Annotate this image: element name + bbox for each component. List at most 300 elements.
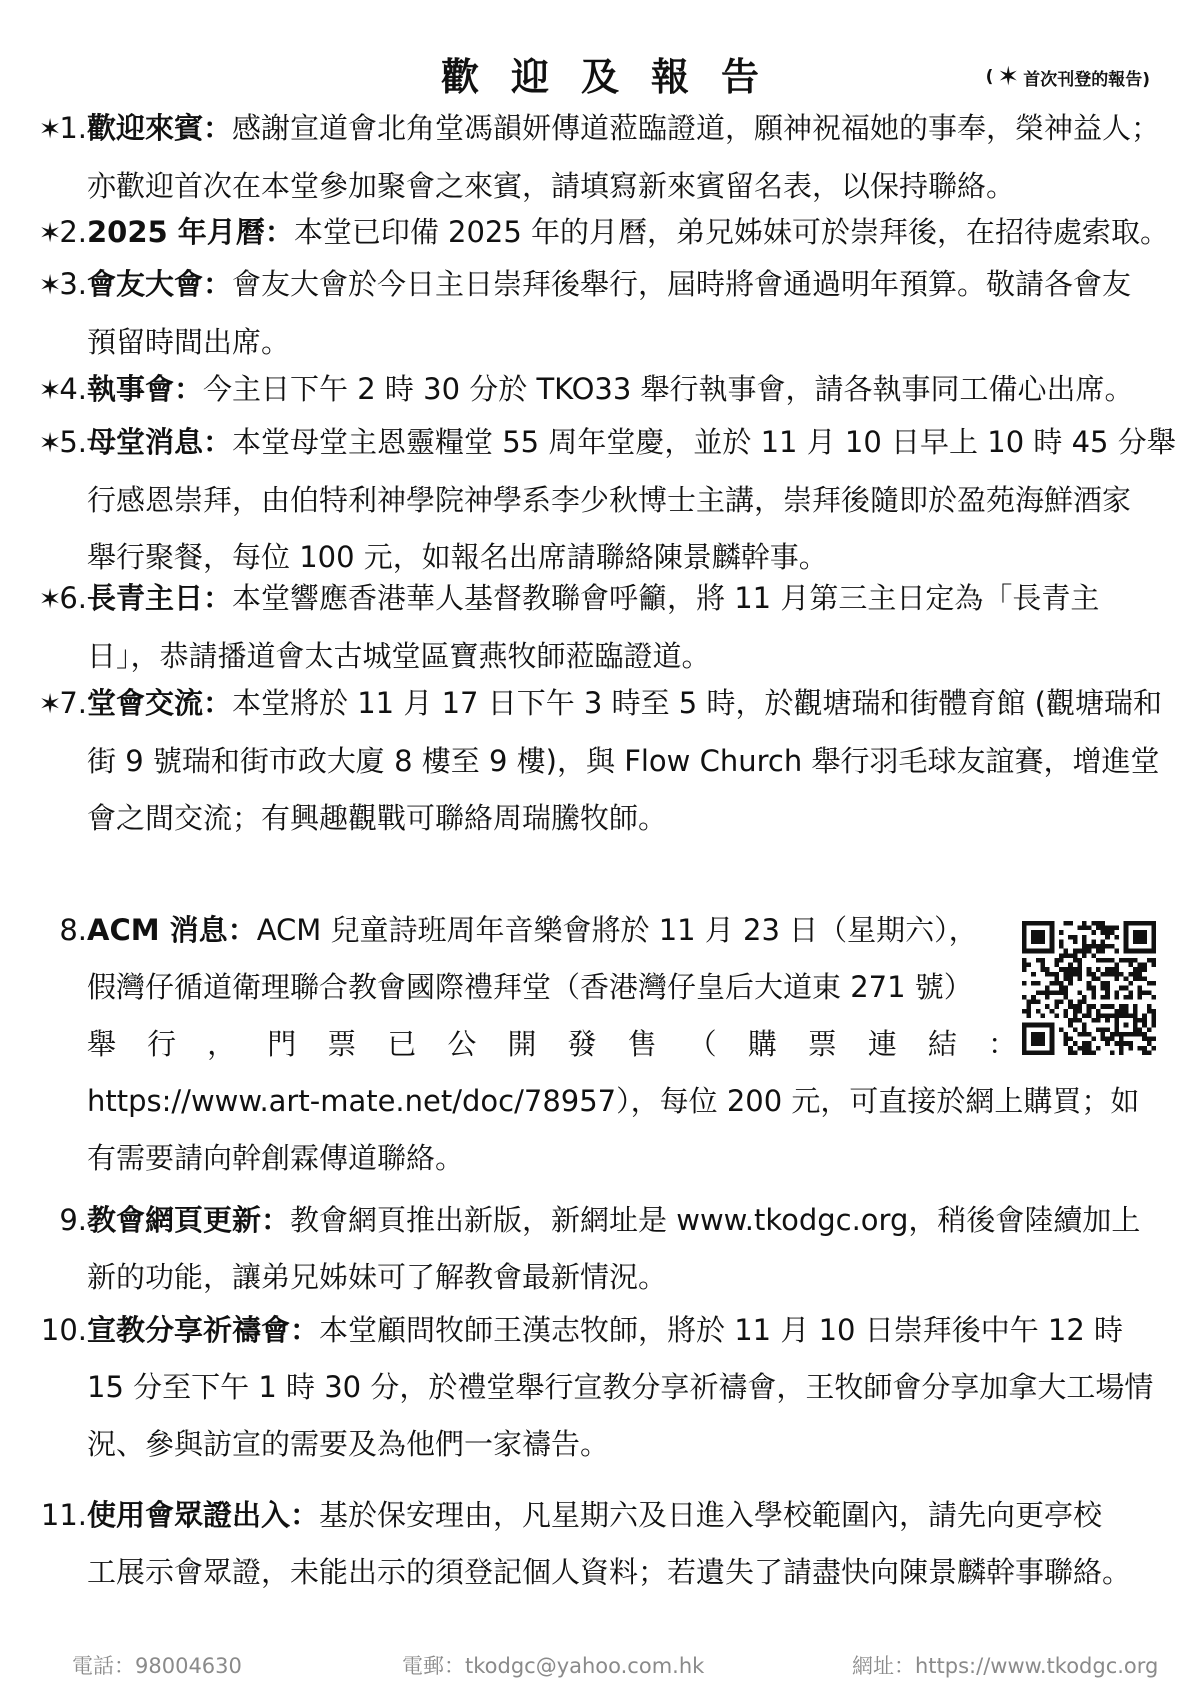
qr-module — [1101, 949, 1106, 954]
qr-module — [1059, 990, 1064, 995]
qr-module — [1050, 949, 1055, 954]
qr-module — [1151, 935, 1156, 940]
qr-module — [1138, 930, 1143, 935]
qr-module — [1101, 1032, 1106, 1037]
qr-module — [1133, 972, 1138, 977]
qr-module — [1077, 963, 1082, 968]
qr-module — [1064, 967, 1069, 972]
item-text-line: 工展示會眾證，未能出示的須登記個人資料；若遺失了請盡快向陳景麟幹事聯絡。 — [87, 1555, 1132, 1589]
qr-module — [1064, 953, 1069, 958]
qr-module — [1151, 926, 1156, 931]
qr-module — [1040, 935, 1045, 940]
item-text-line — [87, 1016, 1017, 1073]
qr-module — [1138, 972, 1143, 977]
qr-module — [1054, 1004, 1059, 1009]
qr-module — [1031, 1032, 1036, 1037]
qr-module — [1128, 921, 1133, 926]
qr-module — [1114, 935, 1119, 940]
qr-module — [1045, 1050, 1050, 1055]
spread-char: 結 — [927, 1027, 957, 1061]
item-text-line: 基於保安理由，凡星期六及日進入學校範圍內，請先向更亭校 — [319, 1498, 1103, 1532]
qr-module — [1082, 1050, 1087, 1055]
item-number: 7. — [59, 686, 87, 720]
item-text-line: 預留時間出席。 — [87, 325, 291, 359]
spread-char: （ — [687, 1027, 717, 1061]
qr-module — [1027, 963, 1032, 968]
qr-module — [1147, 990, 1152, 995]
qr-module — [1073, 1041, 1078, 1046]
qr-module — [1142, 935, 1147, 940]
qr-module — [1091, 1037, 1096, 1042]
qr-module — [1128, 995, 1133, 1000]
qr-module — [1119, 1013, 1124, 1018]
qr-module — [1147, 1037, 1152, 1042]
qr-module — [1133, 1027, 1138, 1032]
qr-module — [1064, 1032, 1069, 1037]
qr-module — [1054, 972, 1059, 977]
qr-module — [1147, 981, 1152, 986]
item-heading: 堂會交流： — [87, 686, 233, 720]
qr-module — [1142, 1032, 1147, 1037]
item-text-line: 會之間交流；有興趣觀戰可聯絡周瑞騰牧師。 — [87, 801, 668, 835]
qr-module — [1068, 935, 1073, 940]
qr-module — [1138, 935, 1143, 940]
qr-module — [1087, 944, 1092, 949]
qr-module — [1101, 921, 1106, 926]
qr-module — [1105, 930, 1110, 935]
qr-module — [1040, 1041, 1045, 1046]
qr-module — [1064, 976, 1069, 981]
qr-module — [1054, 1000, 1059, 1005]
qr-module — [1050, 930, 1055, 935]
qr-module — [1031, 1041, 1036, 1046]
qr-module — [1022, 1037, 1027, 1042]
qr-module — [1124, 935, 1129, 940]
qr-module — [1045, 921, 1050, 926]
qr-module — [1142, 1037, 1147, 1042]
qr-module — [1101, 1013, 1106, 1018]
qr-module — [1087, 949, 1092, 954]
item-text-line: https://www.art-mate.net/doc/78957），每位 200 元，可直接於網上購買；如 — [87, 1084, 1140, 1118]
qr-module — [1151, 1018, 1156, 1023]
qr-module — [1068, 981, 1073, 986]
star-icon: ✶ — [38, 270, 62, 301]
announcement-item-2 — [20, 204, 1170, 262]
qr-module — [1054, 990, 1059, 995]
qr-module — [1022, 926, 1027, 931]
qr-module — [1151, 958, 1156, 963]
qr-module — [1022, 981, 1027, 986]
qr-module — [1101, 1004, 1106, 1009]
qr-module — [1133, 1023, 1138, 1028]
spread-char: 已 — [387, 1027, 417, 1061]
qr-module — [1064, 949, 1069, 954]
qr-module — [1138, 1018, 1143, 1023]
qr-module — [1045, 1023, 1050, 1028]
qr-module — [1138, 949, 1143, 954]
qr-module — [1064, 1013, 1069, 1018]
qr-module — [1124, 1009, 1129, 1014]
qr-module — [1138, 921, 1143, 926]
qr-module — [1110, 1013, 1115, 1018]
qr-module — [1045, 972, 1050, 977]
announcement-item-5 — [20, 414, 1176, 586]
qr-module — [1027, 949, 1032, 954]
qr-module — [1091, 1050, 1096, 1055]
qr-module — [1022, 1050, 1027, 1055]
qr-module — [1124, 949, 1129, 954]
qr-module — [1091, 921, 1096, 926]
qr-module — [1036, 990, 1041, 995]
qr-module — [1124, 939, 1129, 944]
qr-module — [1147, 949, 1152, 954]
qr-module — [1138, 995, 1143, 1000]
qr-module — [1082, 1041, 1087, 1046]
qr-module — [1119, 986, 1124, 991]
qr-module — [1128, 963, 1133, 968]
qr-module — [1027, 1004, 1032, 1009]
qr-module — [1110, 1050, 1115, 1055]
qr-module — [1082, 939, 1087, 944]
qr-module — [1147, 1004, 1152, 1009]
spread-char: 票 — [327, 1027, 357, 1061]
qr-module — [1082, 935, 1087, 940]
qr-module — [1022, 1023, 1027, 1028]
qr-module — [1031, 981, 1036, 986]
qr-module — [1147, 1050, 1152, 1055]
qr-module — [1064, 921, 1069, 926]
qr-module — [1073, 1013, 1078, 1018]
qr-module — [1054, 958, 1059, 963]
qr-module — [1124, 958, 1129, 963]
qr-module — [1114, 976, 1119, 981]
qr-module — [1105, 995, 1110, 1000]
qr-module — [1040, 939, 1045, 944]
qr-module — [1114, 1018, 1119, 1023]
qr-module — [1064, 995, 1069, 1000]
qr-module — [1114, 967, 1119, 972]
qr-module — [1105, 981, 1110, 986]
qr-module — [1050, 921, 1055, 926]
item-number: 5. — [59, 425, 87, 459]
star-icon: ✶ — [38, 584, 62, 615]
qr-module — [1077, 1004, 1082, 1009]
qr-module — [1082, 949, 1087, 954]
qr-module — [1101, 986, 1106, 991]
qr-module — [1142, 1046, 1147, 1051]
qr-module — [1036, 981, 1041, 986]
item-text-line: 本堂顧問牧師王漢志牧師，將於 11 月 10 日崇拜後中午 12 時 — [319, 1313, 1124, 1347]
item-text-line: 新的功能，讓弟兄姊妹可了解教會最新情況。 — [87, 1260, 668, 1294]
qr-module — [1082, 921, 1087, 926]
qr-module — [1119, 1004, 1124, 1009]
qr-module — [1110, 958, 1115, 963]
qr-module — [1064, 1009, 1069, 1014]
qr-module — [1040, 949, 1045, 954]
qr-module — [1077, 958, 1082, 963]
qr-module — [1119, 958, 1124, 963]
qr-module — [1101, 939, 1106, 944]
spread-char: 售 — [627, 1027, 657, 1061]
star-icon: ✶ — [997, 62, 1020, 92]
legend-text: 首次刊登的報告) — [1023, 69, 1150, 90]
qr-module — [1022, 949, 1027, 954]
ticket-link-line — [20, 1016, 1170, 1073]
qr-module — [1036, 949, 1041, 954]
qr-module — [1114, 949, 1119, 954]
qr-module — [1068, 1004, 1073, 1009]
item-text-line: 本堂母堂主恩靈糧堂 55 周年堂慶，並於 11 月 10 日早上 10 時 45 分舉 — [232, 425, 1176, 459]
qr-module — [1022, 939, 1027, 944]
item-heading: 母堂消息： — [87, 425, 233, 459]
qr-module — [1128, 958, 1133, 963]
legend-open-paren: ( — [985, 67, 994, 87]
qr-module — [1101, 944, 1106, 949]
item-heading: ACM 消息： — [87, 913, 257, 947]
qr-module — [1040, 1037, 1045, 1042]
footer-email[interactable]: 電郵：tkodgc@yahoo.com.hk — [402, 1654, 705, 1678]
qr-module — [1091, 939, 1096, 944]
qr-module — [1087, 986, 1092, 991]
spread-char: 發 — [567, 1027, 597, 1061]
item-number: 2. — [59, 215, 87, 249]
qr-module — [1068, 1050, 1073, 1055]
announcement-item-11 — [20, 1487, 1170, 1601]
qr-module — [1068, 1000, 1073, 1005]
qr-module — [1110, 926, 1115, 931]
spread-char: 連 — [867, 1027, 897, 1061]
qr-module — [1142, 1050, 1147, 1055]
qr-module — [1082, 995, 1087, 1000]
qr-module — [1031, 939, 1036, 944]
qr-module — [1082, 1027, 1087, 1032]
qr-module — [1031, 921, 1036, 926]
qr-module — [1068, 921, 1073, 926]
item-text-line: 舉行聚餐，每位 100 元，如報名出席請聯絡陳景麟幹事。 — [87, 540, 828, 574]
qr-module — [1151, 1037, 1156, 1042]
qr-module — [1031, 930, 1036, 935]
qr-module — [1036, 935, 1041, 940]
item-text-line: 本堂將於 11 月 17 日下午 3 時至 5 時，於觀塘瑞和街體育館 (觀塘瑞和 — [232, 686, 1162, 720]
qr-module — [1031, 1023, 1036, 1028]
qr-module — [1054, 963, 1059, 968]
qr-module — [1050, 935, 1055, 940]
item-text-line: 會友大會於今日主日崇拜後舉行，屆時將會通過明年預算。敬請各會友 — [232, 267, 1132, 301]
qr-module — [1082, 926, 1087, 931]
qr-module — [1091, 1004, 1096, 1009]
qr-module — [1036, 1023, 1041, 1028]
qr-module — [1050, 939, 1055, 944]
qr-module — [1096, 967, 1101, 972]
qr-module — [1059, 958, 1064, 963]
qr-module — [1031, 949, 1036, 954]
star-icon: ✶ — [38, 218, 62, 249]
qr-module — [1082, 944, 1087, 949]
qr-module — [1050, 1027, 1055, 1032]
qr-module — [1124, 1013, 1129, 1018]
qr-module — [1114, 963, 1119, 968]
qr-module — [1124, 1041, 1129, 1046]
qr-module — [1147, 1027, 1152, 1032]
qr-module — [1050, 972, 1055, 977]
item-text-line: 日」，恭請播道會太古城堂區寶燕牧師蒞臨證道。 — [87, 639, 711, 673]
qr-module — [1114, 972, 1119, 977]
spread-char: 票 — [807, 1027, 837, 1061]
item-heading: 長青主日： — [87, 581, 233, 615]
qr-module — [1119, 1009, 1124, 1014]
qr-module — [1087, 1004, 1092, 1009]
qr-module — [1142, 949, 1147, 954]
qr-module — [1040, 963, 1045, 968]
qr-module — [1068, 1018, 1073, 1023]
qr-module — [1077, 949, 1082, 954]
qr-module — [1045, 986, 1050, 991]
qr-module — [1040, 1013, 1045, 1018]
qr-module — [1050, 1009, 1055, 1014]
qr-module — [1027, 1000, 1032, 1005]
qr-module — [1128, 1013, 1133, 1018]
qr-module — [1110, 1032, 1115, 1037]
qr-module — [1036, 939, 1041, 944]
qr-module — [1059, 967, 1064, 972]
qr-module — [1050, 1032, 1055, 1037]
qr-module — [1119, 972, 1124, 977]
qr-module — [1036, 921, 1041, 926]
qr-module — [1064, 986, 1069, 991]
qr-module — [1119, 1041, 1124, 1046]
qr-module — [1119, 1037, 1124, 1042]
qr-module — [1101, 981, 1106, 986]
qr-module — [1133, 939, 1138, 944]
item-number: 8. — [59, 913, 87, 947]
qr-module — [1101, 958, 1106, 963]
qr-module — [1151, 949, 1156, 954]
qr-module — [1087, 1050, 1092, 1055]
qr-module — [1101, 995, 1106, 1000]
qr-module — [1036, 1050, 1041, 1055]
qr-module — [1059, 930, 1064, 935]
qr-module — [1119, 1050, 1124, 1055]
qr-module — [1151, 981, 1156, 986]
qr-module — [1040, 1023, 1045, 1028]
qr-module — [1059, 939, 1064, 944]
qr-module — [1068, 972, 1073, 977]
qr-module — [1068, 1046, 1073, 1051]
qr-module — [1128, 1041, 1133, 1046]
qr-module — [1077, 1009, 1082, 1014]
qr-module — [1082, 1013, 1087, 1018]
footer-website[interactable]: 網址：https://www.tkodgc.org — [852, 1654, 1159, 1678]
qr-module — [1064, 972, 1069, 977]
qr-module — [1040, 921, 1045, 926]
qr-module — [1036, 1041, 1041, 1046]
qr-module — [1059, 1000, 1064, 1005]
qr-module — [1128, 972, 1133, 977]
qr-module — [1022, 935, 1027, 940]
qr-module — [1087, 1009, 1092, 1014]
item-number: 4. — [59, 372, 87, 406]
qr-module — [1105, 967, 1110, 972]
spread-char: ， — [207, 1027, 237, 1061]
qr-module — [1073, 953, 1078, 958]
qr-module — [1022, 1027, 1027, 1032]
qr-module — [1128, 990, 1133, 995]
item-number: 1. — [59, 111, 87, 145]
qr-module — [1114, 1041, 1119, 1046]
qr-module — [1138, 976, 1143, 981]
qr-module — [1022, 1041, 1027, 1046]
qr-module — [1142, 976, 1147, 981]
page-title: 歡迎及報告 — [440, 55, 791, 99]
qr-module — [1142, 1013, 1147, 1018]
qr-module — [1077, 990, 1082, 995]
spread-char: 舉 — [87, 1027, 117, 1061]
qr-module — [1036, 1032, 1041, 1037]
qr-module — [1133, 1018, 1138, 1023]
qr-module — [1147, 1041, 1152, 1046]
qr-module — [1096, 944, 1101, 949]
new-report-legend — [986, 64, 1150, 90]
qr-module — [1068, 967, 1073, 972]
qr-module — [1064, 1041, 1069, 1046]
qr-module — [1096, 1046, 1101, 1051]
qr-module — [1110, 1037, 1115, 1042]
qr-module — [1073, 1027, 1078, 1032]
qr-module — [1054, 976, 1059, 981]
qr-module — [1073, 1050, 1078, 1055]
qr-module — [1096, 1009, 1101, 1014]
qr-module — [1059, 953, 1064, 958]
item-heading: 使用會眾證出入： — [87, 1498, 320, 1532]
qr-module — [1142, 1023, 1147, 1028]
qr-module — [1138, 963, 1143, 968]
qr-module — [1128, 981, 1133, 986]
qr-module — [1110, 972, 1115, 977]
qr-module — [1087, 926, 1092, 931]
qr-module — [1128, 1046, 1133, 1051]
qr-module — [1096, 1013, 1101, 1018]
qr-module — [1105, 1004, 1110, 1009]
qr-module — [1151, 995, 1156, 1000]
qr-module — [1031, 995, 1036, 1000]
qr-module — [1073, 949, 1078, 954]
ticket-qr-code[interactable] — [1022, 921, 1156, 1055]
qr-module — [1045, 1004, 1050, 1009]
qr-module — [1022, 1009, 1027, 1014]
item-text-line: 假灣仔循道衛理聯合教會國際禮拜堂（香港灣仔皇后大道東 271 號） — [87, 970, 973, 1004]
qr-module — [1050, 1046, 1055, 1051]
announcement-item-3 — [20, 256, 1170, 371]
qr-module — [1040, 958, 1045, 963]
item-text-line: 今主日下午 2 時 30 分於 TKO33 舉行執事會，請各執事同工備心出席。 — [203, 372, 1134, 406]
qr-module — [1091, 953, 1096, 958]
qr-module — [1101, 926, 1106, 931]
qr-module — [1105, 1037, 1110, 1042]
qr-module — [1031, 1000, 1036, 1005]
star-icon: ✶ — [38, 428, 62, 459]
qr-module — [1147, 921, 1152, 926]
qr-module — [1050, 1037, 1055, 1042]
qr-module — [1110, 967, 1115, 972]
qr-module — [1050, 1050, 1055, 1055]
qr-module — [1077, 1018, 1082, 1023]
qr-module — [1077, 976, 1082, 981]
qr-module — [1059, 944, 1064, 949]
qr-module — [1031, 1037, 1036, 1042]
qr-module — [1036, 930, 1041, 935]
qr-module — [1124, 995, 1129, 1000]
qr-module — [1077, 1046, 1082, 1051]
